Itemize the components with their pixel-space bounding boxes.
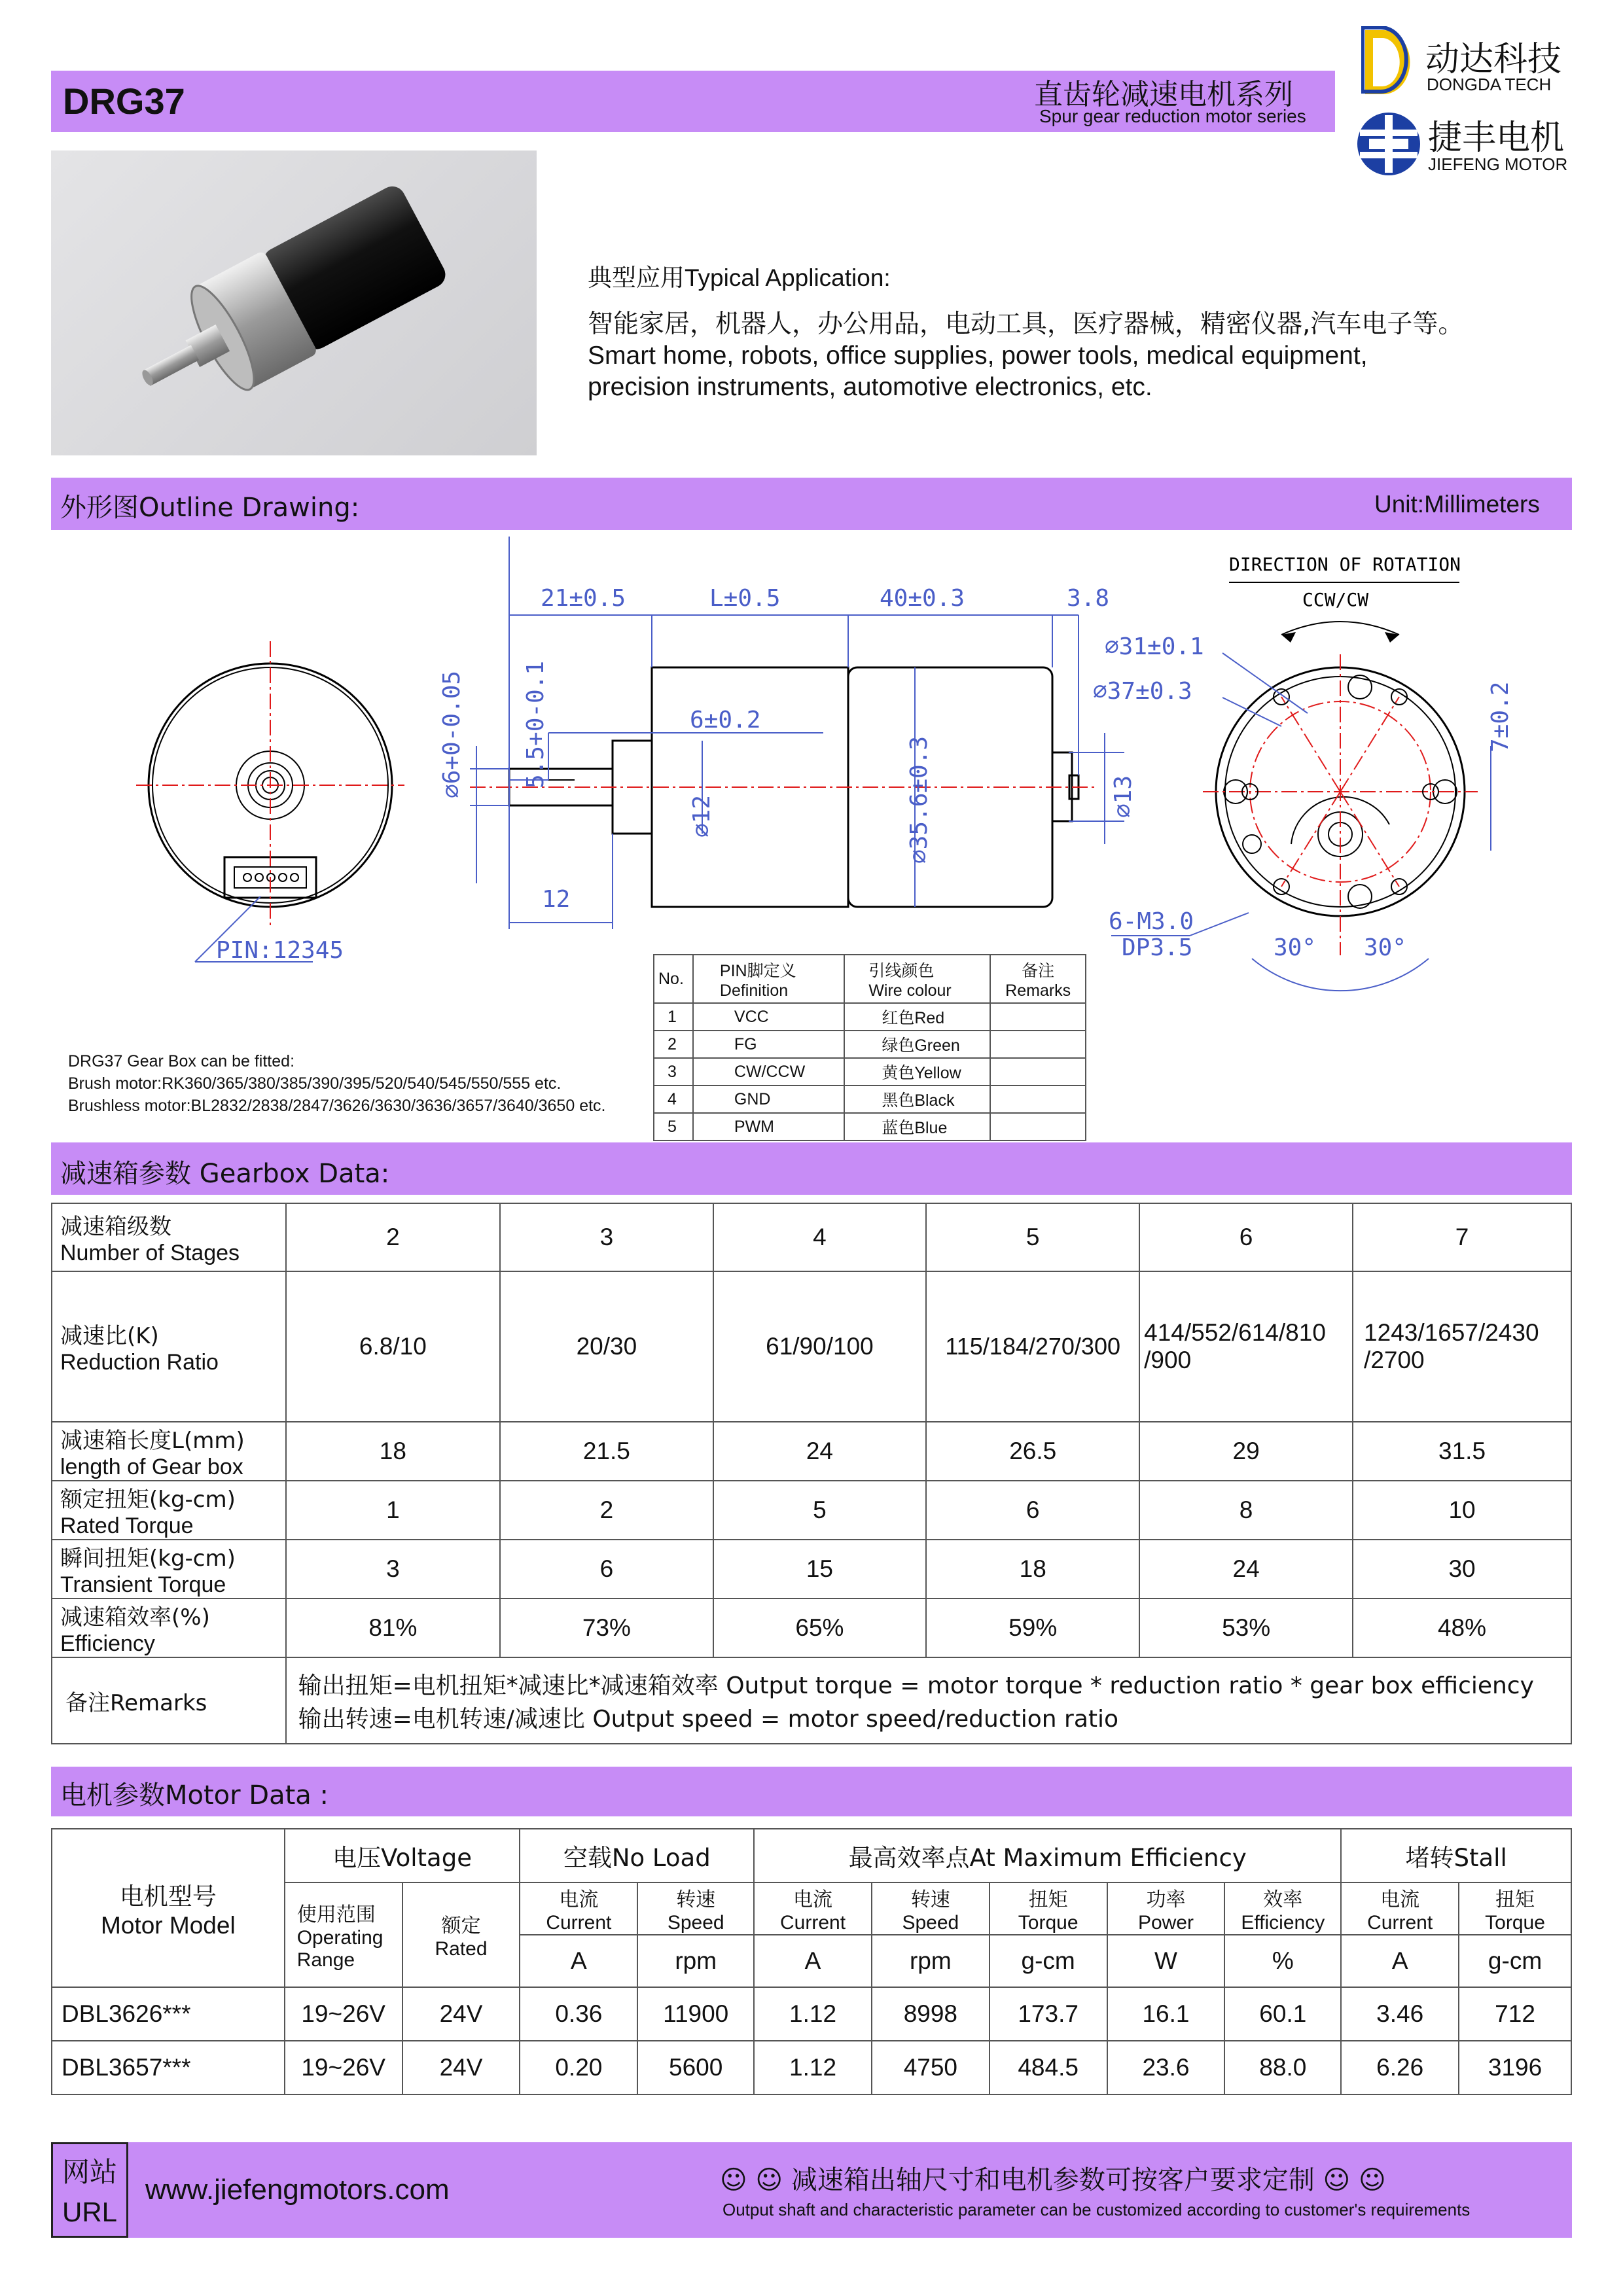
svg-text:7±0.2: 7±0.2 bbox=[1487, 681, 1514, 752]
gearbox-cell: 6 bbox=[926, 1481, 1139, 1540]
gearbox-cell: 5 bbox=[713, 1481, 927, 1540]
gearbox-row-ratio bbox=[52, 1271, 1571, 1422]
label-cn: 额定扭矩(kg-cm) bbox=[60, 1487, 236, 1513]
sub-en: Efficiency bbox=[1241, 1912, 1325, 1934]
pin-definition: PWM bbox=[693, 1113, 844, 1140]
gearbox-cell: 53% bbox=[1139, 1598, 1353, 1657]
pin-remarks bbox=[990, 1086, 1086, 1113]
gearbox-cell: 65% bbox=[713, 1598, 927, 1657]
gearbox-cell: 29 bbox=[1139, 1422, 1353, 1481]
outline-unit: Unit:Millimeters bbox=[1374, 491, 1540, 518]
sub-max-power bbox=[1107, 1882, 1225, 1935]
gearbox-label bbox=[52, 1271, 286, 1422]
motor-cell: 88.0 bbox=[1224, 2041, 1341, 2094]
pin-definition: FG bbox=[693, 1031, 844, 1058]
gearbox-cell: 3 bbox=[286, 1540, 501, 1598]
sub-en: Speed bbox=[902, 1912, 959, 1934]
svg-text:⌀12: ⌀12 bbox=[688, 794, 715, 838]
svg-text:DP3.5: DP3.5 bbox=[1122, 934, 1193, 961]
motor-cell: 5600 bbox=[637, 2041, 754, 2094]
gearbox-cell: 8 bbox=[1139, 1481, 1353, 1540]
gearbox-cell: 2 bbox=[286, 1203, 501, 1271]
sub-cn: 效率 bbox=[1263, 1888, 1303, 1911]
motor-model-header bbox=[52, 1829, 285, 1987]
pin-definition: VCC bbox=[693, 1003, 844, 1031]
product-photo bbox=[51, 150, 537, 455]
label-en: Number of Stages bbox=[60, 1241, 240, 1265]
sub-cn: 电流 bbox=[1380, 1888, 1420, 1911]
gearbox-cell: 414/552/614/810 /900 bbox=[1139, 1271, 1353, 1422]
svg-text:3.8: 3.8 bbox=[1067, 585, 1110, 612]
side-dim-text bbox=[438, 585, 1137, 913]
gearbox-row-efficiency bbox=[52, 1598, 1571, 1657]
pin-colour: 黑色Black bbox=[844, 1086, 990, 1113]
gearbox-cell: 18 bbox=[926, 1540, 1139, 1598]
fit-note-2: Brush motor:RK360/365/380/385/390/395/520/540/545/550/555 etc. bbox=[68, 1074, 562, 1093]
application-en-1: Smart home, robots, office supplies, power tools, medical equipment, bbox=[588, 342, 1368, 370]
svg-text:⌀37±0.3: ⌀37±0.3 bbox=[1093, 678, 1192, 705]
motor-cell: 0.20 bbox=[520, 2041, 637, 2094]
dongda-cn: 动达科技 bbox=[1425, 40, 1562, 79]
sub-noload-speed bbox=[637, 1882, 754, 1935]
motor-cell: 1.12 bbox=[754, 2041, 872, 2094]
pin-col-remarks: 备注 Remarks bbox=[990, 955, 1086, 1003]
fit-note-1: DRG37 Gear Box can be fitted: bbox=[68, 1052, 295, 1070]
unit-cell: A bbox=[754, 1935, 872, 1987]
gearbox-cell: 3 bbox=[500, 1203, 713, 1271]
sub-cn: 使用范围 bbox=[296, 1903, 376, 1926]
gearbox-row-stages bbox=[52, 1203, 1571, 1271]
customize-note-en: Output shaft and characteristic parameter can be customized according to customer's requirements bbox=[722, 2200, 1471, 2219]
label-cn: 瞬间扭矩(kg-cm) bbox=[60, 1545, 236, 1572]
model-en: Motor Model bbox=[101, 1912, 236, 1939]
gearbox-cell: 2 bbox=[500, 1481, 713, 1540]
group-max-efficiency: 最高效率点At Maximum Efficiency bbox=[754, 1829, 1341, 1882]
sub-en: Current bbox=[1367, 1912, 1433, 1934]
group-stall: 堵转Stall bbox=[1341, 1829, 1571, 1882]
sub-max-current bbox=[754, 1882, 872, 1935]
pin-col-colour: 引线颜色 Wire colour bbox=[844, 955, 990, 1003]
gearbox-cell: 4 bbox=[713, 1203, 927, 1271]
gearbox-label bbox=[52, 1203, 286, 1271]
label-en: Transient Torque bbox=[60, 1572, 226, 1597]
motor-row bbox=[52, 2041, 1571, 2094]
gearbox-cell: 10 bbox=[1353, 1481, 1571, 1540]
gearbox-table bbox=[51, 1203, 1572, 1744]
sub-cn: 扭矩 bbox=[1495, 1888, 1535, 1911]
face-centerlines bbox=[1203, 654, 1478, 955]
gearbox-cell: 1 bbox=[286, 1481, 501, 1540]
unit-cell: rpm bbox=[872, 1935, 990, 1987]
remarks-text bbox=[286, 1657, 1571, 1744]
unit-cell: rpm bbox=[637, 1935, 754, 1987]
motor-cell: 60.1 bbox=[1224, 1987, 1341, 2041]
svg-text:12: 12 bbox=[542, 886, 571, 913]
svg-text:5.5+0-0.1: 5.5+0-0.1 bbox=[522, 660, 549, 788]
sub-operating-range bbox=[285, 1882, 402, 1987]
gearbox-cell: 24 bbox=[1139, 1540, 1353, 1598]
label-en: Reduction Ratio bbox=[60, 1350, 219, 1375]
motor-cell: 8998 bbox=[872, 1987, 990, 2041]
sub-max-speed bbox=[872, 1882, 990, 1935]
motor-cell: 24V bbox=[402, 1987, 520, 2041]
pin-col-definition: PIN脚定义 Definition bbox=[693, 955, 844, 1003]
sub-en: Rated bbox=[435, 1938, 488, 1960]
unit-cell: g-cm bbox=[990, 1935, 1107, 1987]
gearbox-title: 减速箱参数 Gearbox Data: bbox=[60, 1159, 390, 1189]
website-link[interactable]: www.jiefengmotors.com bbox=[145, 2174, 450, 2206]
svg-text:30°: 30° bbox=[1274, 934, 1317, 961]
motor-cell: 24V bbox=[402, 2041, 520, 2094]
sub-cn: 转速 bbox=[910, 1888, 950, 1911]
jiefeng-cn: 捷丰电机 bbox=[1428, 118, 1565, 158]
unit-cell: W bbox=[1107, 1935, 1225, 1987]
end-view-centerlines bbox=[136, 641, 404, 929]
label-cn: 减速箱长度L(mm) bbox=[60, 1428, 245, 1454]
pin-remarks bbox=[990, 1003, 1086, 1031]
sub-en: Torque bbox=[1485, 1912, 1545, 1934]
dongda-logo-icon bbox=[1361, 26, 1414, 98]
motor-cell: 712 bbox=[1459, 1987, 1571, 2041]
gearbox-cell: 115/184/270/300 bbox=[926, 1271, 1139, 1422]
customize-note-cn: ☺ ☺ 减速箱出轴尺寸和电机参数可按客户要求定制 ☺ ☺ bbox=[720, 2165, 1386, 2195]
gearbox-label bbox=[52, 1540, 286, 1598]
label-cn: 减速箱效率(%) bbox=[60, 1604, 210, 1631]
label-cn: 减速比(K) bbox=[60, 1323, 159, 1349]
footer-url-label bbox=[51, 2142, 128, 2238]
unit-cell: A bbox=[520, 1935, 637, 1987]
motor-group-header bbox=[52, 1829, 1571, 1882]
gearbox-cell: 21.5 bbox=[500, 1422, 713, 1481]
gearbox-cell: 6.8/10 bbox=[286, 1271, 501, 1422]
jiefeng-logo-icon bbox=[1355, 110, 1423, 178]
svg-text:30°: 30° bbox=[1364, 934, 1407, 961]
pin-col-no: No. bbox=[654, 955, 693, 1003]
svg-text:⌀35.6±0.3: ⌀35.6±0.3 bbox=[906, 735, 933, 864]
pin-no: 5 bbox=[654, 1113, 693, 1140]
svg-text:⌀6+0-0.05: ⌀6+0-0.05 bbox=[438, 670, 465, 798]
unit-cell: g-cm bbox=[1459, 1935, 1571, 1987]
remark-line: 输出转速=电机转速/减速比 Output speed = motor speed/reduction ratio bbox=[298, 1706, 1119, 1733]
gearbox-cell: 61/90/100 bbox=[713, 1271, 927, 1422]
svg-text:6±0.2: 6±0.2 bbox=[690, 707, 761, 733]
svg-text:⌀31±0.1: ⌀31±0.1 bbox=[1105, 633, 1204, 660]
pin-remarks bbox=[990, 1113, 1086, 1140]
pin-row bbox=[654, 1058, 1086, 1086]
svg-text:6-M3.0: 6-M3.0 bbox=[1109, 908, 1194, 935]
gearbox-cell: 59% bbox=[926, 1598, 1139, 1657]
gearbox-cell: 20/30 bbox=[500, 1271, 713, 1422]
label-en: Rated Torque bbox=[60, 1513, 194, 1538]
url-label-en: URL bbox=[62, 2197, 118, 2227]
pin-table-header bbox=[654, 955, 1086, 1003]
sub-en: Current bbox=[780, 1912, 846, 1934]
pin-colour: 绿色Green bbox=[844, 1031, 990, 1058]
gearbox-label bbox=[52, 1481, 286, 1540]
application-title: 典型应用Typical Application: bbox=[588, 264, 891, 291]
remark-line: 输出扭矩=电机扭矩*减速比*减速箱效率 Output torque = motor torque * reduction ratio * gear box efficiency bbox=[298, 1672, 1534, 1699]
rotation-label bbox=[1229, 554, 1461, 643]
motor-model: DBL3626*** bbox=[52, 1987, 285, 2041]
sub-cn: 额定 bbox=[441, 1915, 481, 1937]
gearbox-row-remarks bbox=[52, 1657, 1571, 1744]
pin-remarks bbox=[990, 1031, 1086, 1058]
pin-definition: CW/CCW bbox=[693, 1058, 844, 1086]
sub-en: Power bbox=[1137, 1912, 1194, 1934]
pin-table bbox=[653, 954, 1086, 1141]
sub-en: Speed bbox=[667, 1912, 724, 1934]
unit-cell: % bbox=[1224, 1935, 1341, 1987]
gearbox-cell: 1243/1657/2430 /2700 bbox=[1353, 1271, 1571, 1422]
motor-title: 电机参数Motor Data : bbox=[60, 1780, 329, 1810]
pin-row bbox=[654, 1086, 1086, 1113]
gearbox-cell: 81% bbox=[286, 1598, 501, 1657]
pin-row bbox=[654, 1031, 1086, 1058]
series-en: Spur gear reduction motor series bbox=[1039, 106, 1306, 126]
sub-stall-current bbox=[1341, 1882, 1459, 1935]
pin-row bbox=[654, 1113, 1086, 1140]
sub-cn: 电流 bbox=[559, 1888, 599, 1911]
svg-text:CCW/CW: CCW/CW bbox=[1302, 589, 1369, 610]
url-label-cn: 网站 bbox=[62, 2156, 117, 2188]
gearbox-cell: 24 bbox=[713, 1422, 927, 1481]
motor-row bbox=[52, 1987, 1571, 2041]
sub-max-efficiency bbox=[1224, 1882, 1341, 1935]
model-cn: 电机型号 bbox=[119, 1882, 217, 1911]
pin-row bbox=[654, 1003, 1086, 1031]
jiefeng-en: JIEFENG MOTOR bbox=[1428, 154, 1568, 174]
gearbox-cell: 5 bbox=[926, 1203, 1139, 1271]
label-en: Efficiency bbox=[60, 1631, 155, 1656]
sub-cn: 转速 bbox=[676, 1888, 716, 1911]
label-cn: 减速箱级数 bbox=[60, 1214, 171, 1240]
sub-stall-torque bbox=[1459, 1882, 1571, 1935]
sub-max-torque bbox=[990, 1882, 1107, 1935]
gearbox-row-length bbox=[52, 1422, 1571, 1481]
motor-cell: 19~26V bbox=[285, 2041, 402, 2094]
gearbox-cell: 6 bbox=[500, 1540, 713, 1598]
motor-cell: 11900 bbox=[637, 1987, 754, 2041]
unit-cell: A bbox=[1341, 1935, 1459, 1987]
motor-cell: 3196 bbox=[1459, 2041, 1571, 2094]
pin-remarks bbox=[990, 1058, 1086, 1086]
svg-text:L±0.5: L±0.5 bbox=[709, 585, 781, 612]
fit-note-3: Brushless motor:BL2832/2838/2847/3626/3630/3636/3657/3640/3650 etc. bbox=[68, 1097, 606, 1115]
gearbox-cell: 7 bbox=[1353, 1203, 1571, 1271]
group-voltage: 电压Voltage bbox=[285, 1829, 520, 1882]
label-en: length of Gear box bbox=[60, 1455, 243, 1479]
pin-colour: 蓝色Blue bbox=[844, 1113, 990, 1140]
motor-cell: 19~26V bbox=[285, 1987, 402, 2041]
sub-en: Torque bbox=[1018, 1912, 1079, 1934]
gearbox-cell: 31.5 bbox=[1353, 1422, 1571, 1481]
motor-model: DBL3657*** bbox=[52, 2041, 285, 2094]
motor-cell: 1.12 bbox=[754, 1987, 872, 2041]
gearbox-cell: 73% bbox=[500, 1598, 713, 1657]
pin-no: 3 bbox=[654, 1058, 693, 1086]
gearbox-row-transient-torque bbox=[52, 1540, 1571, 1598]
sub-rated bbox=[402, 1882, 520, 1987]
pin-definition: GND bbox=[693, 1086, 844, 1113]
sub-noload-current bbox=[520, 1882, 637, 1935]
pin-no: 4 bbox=[654, 1086, 693, 1113]
dongda-logo bbox=[1361, 26, 1584, 98]
gearbox-label bbox=[52, 1422, 286, 1481]
model-title: DRG37 bbox=[63, 80, 185, 122]
motor-cell: 3.46 bbox=[1341, 1987, 1459, 2041]
sub-en: Current bbox=[546, 1912, 612, 1934]
sub-cn: 功率 bbox=[1146, 1888, 1186, 1911]
motor-image bbox=[51, 150, 537, 455]
svg-text:PIN:12345: PIN:12345 bbox=[216, 937, 344, 964]
gearbox-cell: 48% bbox=[1353, 1598, 1571, 1657]
pin-no: 1 bbox=[654, 1003, 693, 1031]
application-cn: 智能家居，机器人，办公用品，电动工具，医疗器械，精密仪器,汽车电子等。 bbox=[588, 309, 1464, 339]
pin-colour: 红色Red bbox=[844, 1003, 990, 1031]
application-en-2: precision instruments, automotive electronics, etc. bbox=[588, 373, 1152, 401]
sub-en: Operating Range bbox=[296, 1927, 383, 1971]
svg-text:DIRECTION OF ROTATION: DIRECTION OF ROTATION bbox=[1229, 554, 1461, 575]
gearbox-label bbox=[52, 1598, 286, 1657]
gearbox-cell: 30 bbox=[1353, 1540, 1571, 1598]
gearbox-cell: 15 bbox=[713, 1540, 927, 1598]
motor-cell: 173.7 bbox=[990, 1987, 1107, 2041]
outline-title: 外形图Outline Drawing: bbox=[60, 493, 360, 523]
motor-table bbox=[51, 1828, 1572, 2095]
sub-cn: 电流 bbox=[793, 1888, 833, 1911]
dongda-en: DONGDA TECH bbox=[1427, 75, 1552, 94]
svg-text:40±0.3: 40±0.3 bbox=[880, 585, 965, 612]
remarks-label: 备注Remarks bbox=[52, 1657, 286, 1744]
sub-cn: 扭矩 bbox=[1028, 1888, 1068, 1911]
motor-cell: 23.6 bbox=[1107, 2041, 1225, 2094]
motor-cell: 484.5 bbox=[990, 2041, 1107, 2094]
motor-cell: 6.26 bbox=[1341, 2041, 1459, 2094]
gearbox-cell: 18 bbox=[286, 1422, 501, 1481]
motor-cell: 4750 bbox=[872, 2041, 990, 2094]
gearbox-row-rated-torque bbox=[52, 1481, 1571, 1540]
series-cn: 直齿轮减速电机系列 bbox=[1034, 78, 1293, 111]
svg-text:21±0.5: 21±0.5 bbox=[541, 585, 626, 612]
gearbox-cell: 26.5 bbox=[926, 1422, 1139, 1481]
group-no-load: 空载No Load bbox=[520, 1829, 754, 1882]
svg-text:⌀13: ⌀13 bbox=[1110, 775, 1137, 818]
motor-cell: 0.36 bbox=[520, 1987, 637, 2041]
motor-cell: 16.1 bbox=[1107, 1987, 1225, 2041]
gearbox-cell: 6 bbox=[1139, 1203, 1353, 1271]
jiefeng-logo bbox=[1355, 110, 1584, 182]
pin-colour: 黄色Yellow bbox=[844, 1058, 990, 1086]
pin-no: 2 bbox=[654, 1031, 693, 1058]
